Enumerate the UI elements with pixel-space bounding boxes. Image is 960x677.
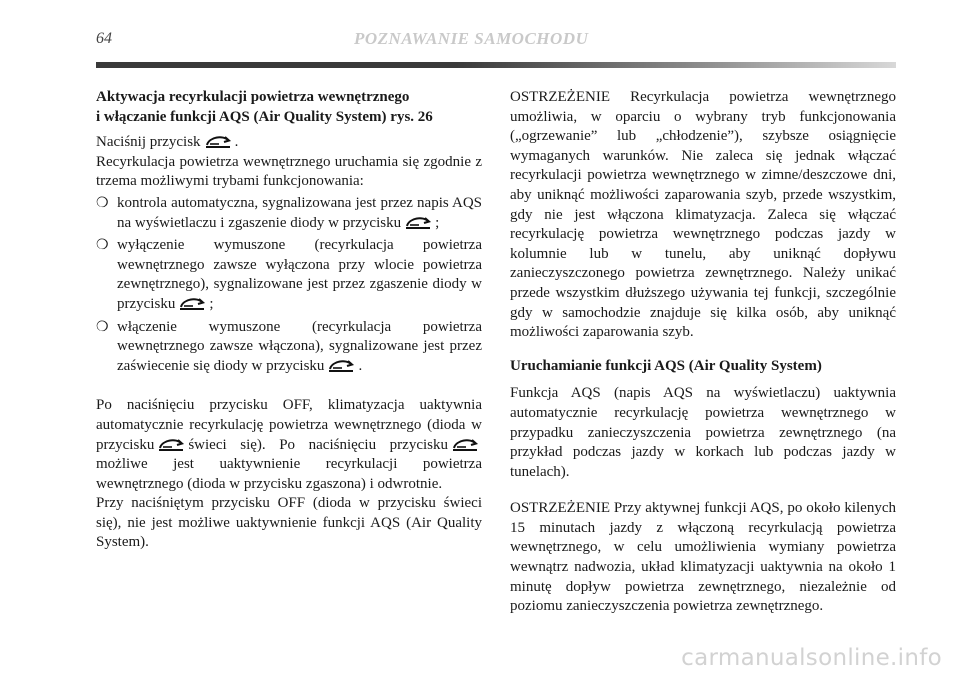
list-item: ❍ włączenie wymuszone (recyrkulacja powietrza wewnętrznego zawsze włączona), sygnalizowane jest przez zaświecenie się diody w przycisku .: [96, 318, 482, 374]
aqs-description: Funkcja AQS (napis AQS na wyświetlaczu) uaktywnia automatycznie recyrkulację powietrza wewnętrznego w przypadku zanieczyszczenia powietrza zewnętrznego (na przykład podczas jazdy w korkach lub podczas jazdy w tunelach).: [510, 385, 896, 480]
recirculation-icon: [327, 358, 355, 373]
right-column: [510, 88, 896, 617]
watermark: carmanualsonline.info: [681, 645, 942, 671]
off-button-paragraph: Po naciśnięciu przycisku OFF, klimatyzacja uaktywnia automatycznie recyrkulację powietrza wewnętrznego (dioda w przycisku świeci się). Po naciśnięciu przycisku możliwe jest uaktywnienie recyrkulacji powietrza wewnętrznego (dioda w przycisku zgaszona) i odwrotnie.: [96, 397, 482, 492]
list-item: ❍ kontrola automatyczna, sygnalizowana jest przez napis AQS na wyświetlaczu i zgaszenie diody w przycisku ;: [96, 194, 482, 231]
recirculation-icon: [451, 437, 479, 452]
recirculation-icon: [204, 134, 232, 149]
warning-aqs: OSTRZEŻENIE Przy aktywnej funkcji AQS, po około kilenych 15 minutach jazdy z włączoną recyrkulacją powietrza wewnętrznego, w celu umożliwienia wymiany powietrza wewnątrz nadwozia, układ klimatyzacji uaktywnia na około 1 minutę dopływ powietrza zewnętrznego, niezależnie od poziomu zanieczyszczenia powietrza zewnętrznego.: [510, 500, 896, 615]
recirculation-icon: [178, 296, 206, 311]
left-column: [96, 88, 482, 553]
aqs-heading: Uruchamianie funkcji AQS (Air Quality System): [510, 357, 822, 374]
list-item: ❍ wyłączenie wymuszone (recyrkulacja powietrza wewnętrznego zawsze wyłączona przy wlocie powietrza zewnętrznego), sygnalizowane jest przez zgaszenie diody w przycisku ;: [96, 237, 482, 312]
circle-bullet-icon: ❍: [96, 238, 109, 254]
left-heading-line-2: i włączanie funkcji AQS (Air Quality System) rys. 26: [96, 108, 433, 125]
circle-bullet-icon: ❍: [96, 195, 109, 211]
intro-text: Recyrkulacja powietrza wewnętrznego uruchamia się zgodnie z trzema możliwymi trybami funkcjonowania:: [96, 153, 482, 190]
recirculation-icon: [404, 215, 432, 230]
recirculation-icon: [157, 437, 185, 452]
left-heading-line-1: Aktywacja recyrkulacji powietrza wewnętrznego: [96, 89, 410, 105]
off-note-paragraph: Przy naciśniętym przycisku OFF (dioda w przycisku świeci się), nie jest możliwe uaktywnienie funkcji AQS (Air Quality System).: [96, 495, 482, 551]
left-heading: [96, 88, 482, 127]
section-title: POZNAWANIE SAMOCHODU: [354, 29, 589, 48]
press-instruction: Naciśnij przycisk .: [96, 134, 239, 151]
mode-list: [96, 194, 482, 376]
circle-bullet-icon: ❍: [96, 319, 109, 335]
header-rule: [96, 62, 896, 68]
warning-recirculation: OSTRZEŻENIE Recyrkulacja powietrza wewnętrznego umożliwia, w oparciu o wybrany tryb funkcjonowania („ogrzewanie” lub „chłodzenie”), szybsze osiągnięcie wymaganych warunków. Nie zaleca się jednak włączać recyrkulacji powietrza wewnętrznego w zimne/deszczowe dni, aby uniknąć możliwości zaparowania szyb, przede wszystkim, gdy nie jest włączona klimatyzacja. Zaleca się włączać recyrkulację powietrza wewnętrznego podczas jazdy w kolumnie lub w tunelu, aby uniknąć dopływu zanieczyszczonego powietrza zewnętrznego. Należy unikać przede wszystkim dłuższego używania tej funkcji, szczególnie gdy w samochodzie znajduje się kilka osób, aby uniknąć możliwości zaparowania szyb.: [510, 89, 896, 341]
page-number: 64: [96, 30, 112, 47]
